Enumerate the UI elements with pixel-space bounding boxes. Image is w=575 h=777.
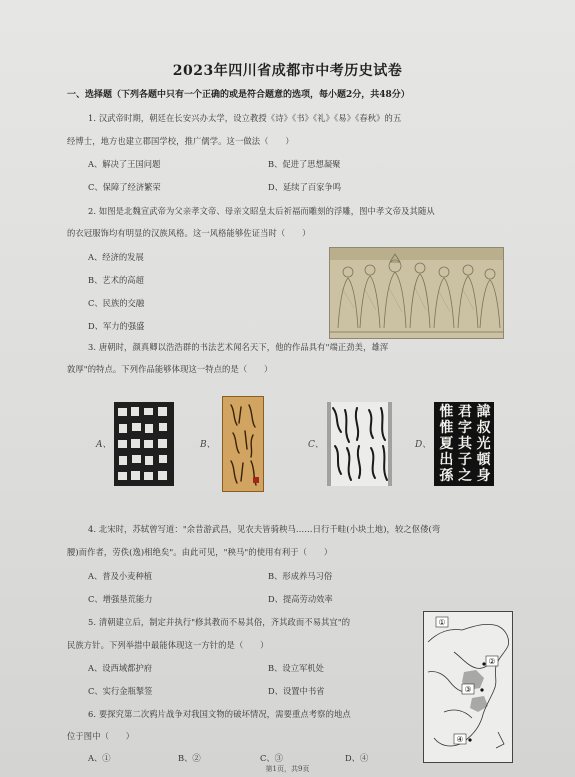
q3-stem-line2: 敦厚"的特点。下列作品能够体现这一特点的是（ ）	[67, 364, 273, 374]
exam-title: 2023年四川省成都市中考历史试卷	[172, 63, 403, 79]
china-map-image	[423, 611, 513, 763]
q5-option-d: D、设置中书省	[268, 686, 325, 696]
q1-option-b: B、促进了思想凝聚	[268, 159, 341, 169]
q5-option-c: C、实行金瓶掣签	[88, 686, 153, 696]
q5-stem-line2: 民族方针。下列举措中最能体现这一方针的是（ ）	[67, 640, 269, 650]
q2-stem-line1: 2. 如图是北魏宣武帝为父亲孝文帝、母亲文昭皇太后祈福而雕刻的浮雕，图中孝文帝及其随从	[88, 206, 435, 216]
q2-option-c: C、民族的交融	[88, 298, 145, 308]
q6-stem-line1: 6. 要探究第二次鸦片战争对我国文物的破坏情况，需要重点考察的地点	[88, 709, 351, 719]
q6-option-b: B、②	[178, 753, 201, 763]
q2-stem-line2: 的衣冠服饰均有明显的汉族风格。这一风格能够佐证当时（ ）	[67, 228, 311, 238]
q1-option-d: D、延续了百家争鸣	[268, 182, 342, 192]
q1-option-c: C、保障了经济繁荣	[88, 182, 161, 192]
map-label-1: ①	[438, 618, 446, 627]
q2-option-d: D、军力的强盛	[88, 321, 145, 331]
q5-option-a: A、设西域都护府	[88, 663, 153, 673]
d-char: 字	[457, 420, 472, 436]
q4-option-a: A、普及小麦种植	[88, 571, 153, 581]
q3-stem-line1: 3. 唐朝时，颜真卿以浩浩群的书法艺术闻名天下，他的作品具有"端正劲美，雄浑	[88, 342, 389, 352]
q1-option-a: A、解决了王国问题	[88, 159, 161, 169]
d-char: 出	[439, 452, 454, 468]
q6-option-d: D、④	[345, 753, 369, 763]
q4-stem-line2: 腰)而作者，劳佚(逸)相绝矣"。由此可见，"秧马"的使用有利于（ ）	[67, 547, 333, 557]
q3-label-d: D、	[415, 440, 432, 450]
d-char: 光	[476, 436, 491, 452]
q1-stem-line1: 1. 汉武帝时期，朝廷在长安兴办太学，设立教授《诗》《书》《礼》《易》《春秋》的五	[88, 113, 402, 123]
d-char: 惟	[439, 420, 454, 436]
calligraphy-d-image	[434, 402, 494, 486]
calligraphy-a-image	[114, 402, 174, 486]
map-label-4: ④	[456, 735, 464, 744]
q4-option-b: B、形成养马习俗	[268, 571, 333, 581]
map-label-2: ②	[488, 657, 496, 666]
relief-image	[329, 247, 504, 339]
section-heading: 一、选择题（下列各题中只有一个正确的或是符合题意的选项，每小题2分，共48分）	[67, 90, 410, 100]
q2-option-a: A、经济的发展	[88, 252, 144, 262]
calligraphy-b-image	[222, 396, 264, 492]
d-char: 君	[457, 404, 472, 420]
d-char: 其	[457, 436, 472, 452]
d-char: 諱	[476, 404, 491, 420]
q1-stem-line2: 经博士，地方也建立郡国学校，推广儒学。这一做法（ ）	[67, 136, 294, 146]
q3-label-a: A、	[96, 440, 112, 450]
q2-option-b: B、艺术的高超	[88, 275, 144, 285]
q5-stem-line1: 5. 清朝建立后，制定并执行"修其教而不易其俗，齐其政而不易其宜"的	[88, 617, 351, 627]
d-char: 夏	[439, 436, 454, 452]
q5-option-b: B、设立军机处	[268, 663, 324, 673]
calligraphy-c-image	[327, 402, 392, 486]
d-char: 之	[457, 468, 472, 484]
q4-stem-line1: 4. 北宋时，苏轼曾写道："余昔游武昌，见农夫皆骑秧马……日行千畦(小块土地)，较之伛偻(弯	[88, 524, 441, 534]
d-char: 身	[476, 468, 491, 484]
q4-option-d: D、提高劳动效率	[268, 594, 333, 604]
q3-label-c: C、	[308, 440, 324, 450]
d-char: 頓	[476, 452, 491, 468]
q3-label-b: B、	[200, 440, 216, 450]
d-char: 惟	[439, 404, 454, 420]
map-label-3: ③	[464, 685, 472, 694]
q6-option-a: A、①	[88, 753, 111, 763]
d-char: 叔	[476, 420, 491, 436]
page-footer: 第1页，共9页	[265, 765, 310, 773]
q6-option-c: C、③	[260, 753, 283, 763]
q4-option-c: C、增强垦荒能力	[88, 594, 153, 604]
d-char: 孫	[439, 468, 454, 484]
d-char: 子	[457, 452, 472, 468]
q6-stem-line2: 位于图中（ ）	[67, 731, 135, 741]
